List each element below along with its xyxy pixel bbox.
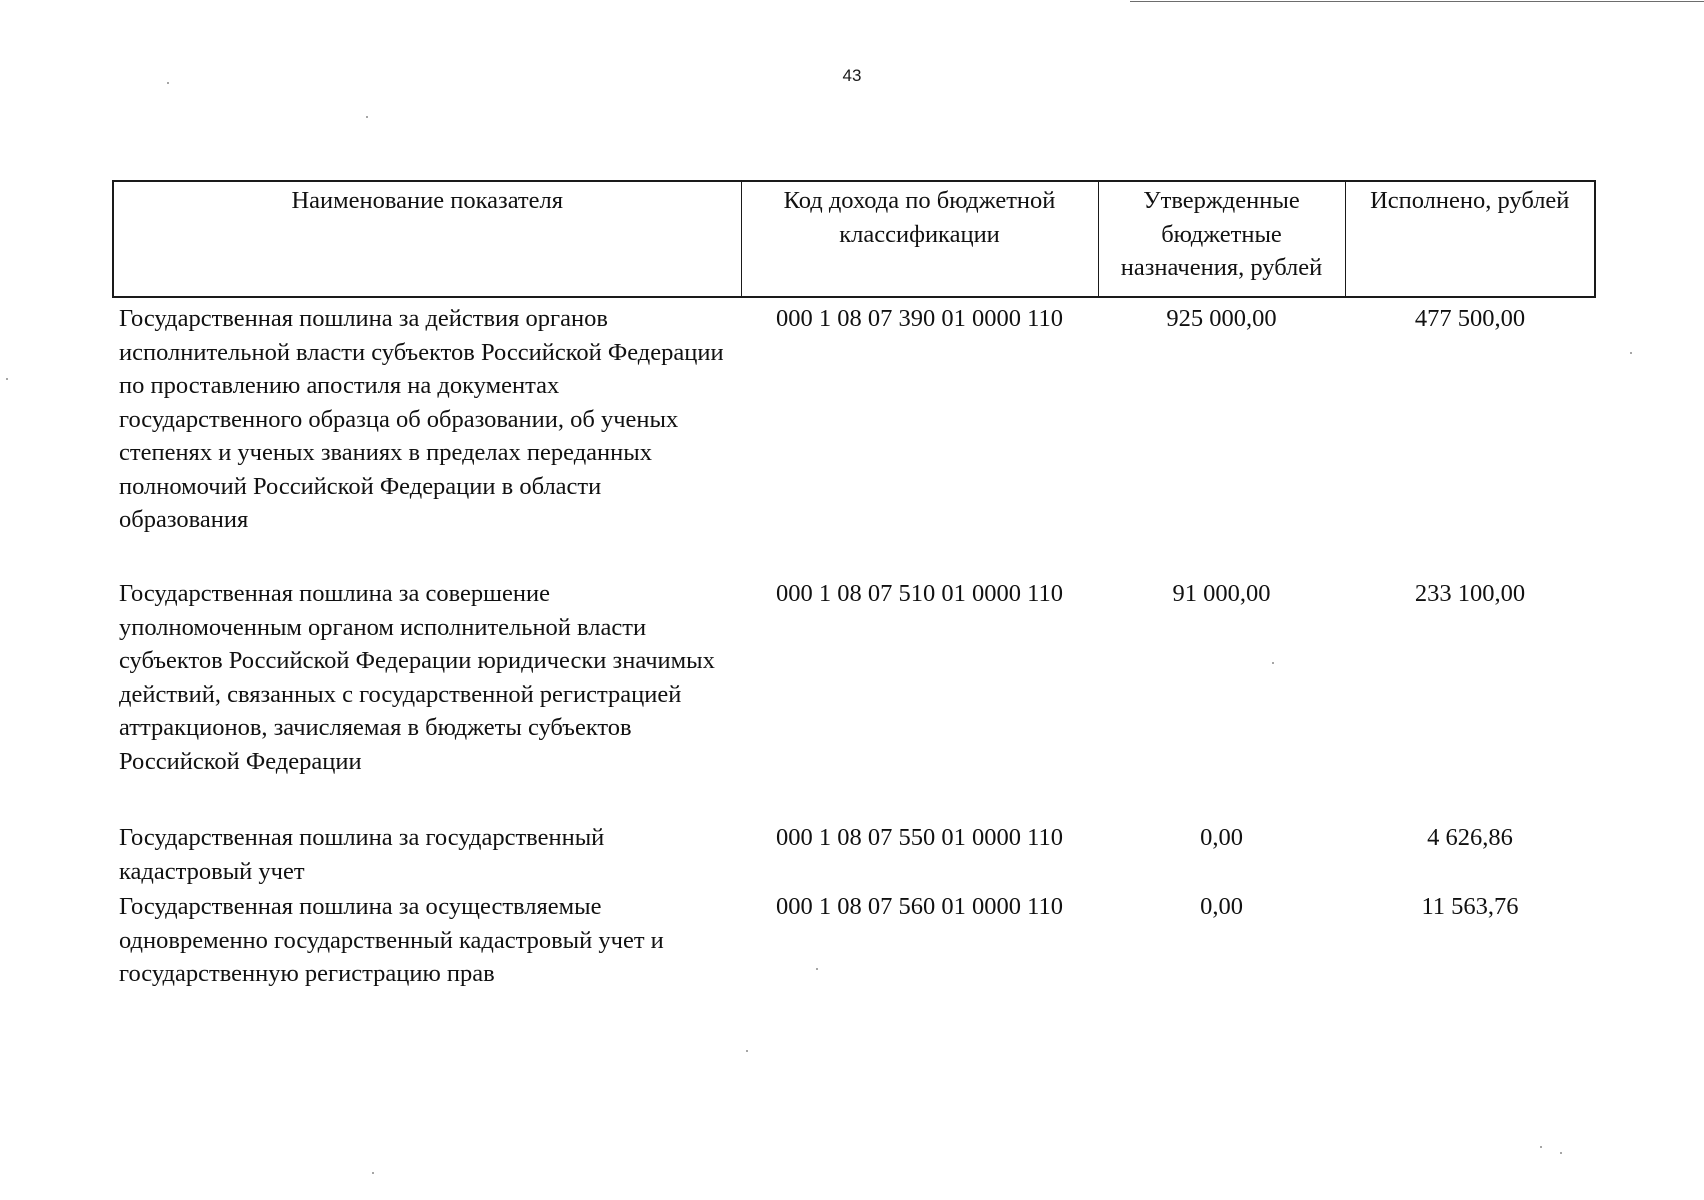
- row-income-code: 000 1 08 07 510 01 0000 110: [776, 580, 1063, 607]
- scan-speck: [1272, 662, 1274, 664]
- row-executed-amount: 477 500,00: [1414, 305, 1526, 332]
- scan-speck: [1540, 1146, 1542, 1148]
- row-approved-amount: 0,00: [1200, 824, 1243, 851]
- row-indicator-name: Государственная пошлина за действия органов исполнительной власти субъектов Российской Федерации по проставлению апостиля на документах государственного образца об образовании, об ученых степенях и ученых званиях в пределах переданных полномочий Российской Федерации в области образования: [119, 305, 724, 533]
- row-approved-amount: 91 000,00: [1172, 580, 1271, 607]
- scan-speck: [366, 116, 368, 118]
- row-indicator-name: Государственная пошлина за государственный кадастровый учет: [119, 824, 605, 885]
- row-executed-amount: 4 626,86: [1427, 824, 1513, 851]
- page-number: 43: [842, 66, 862, 85]
- row-executed-amount: 233 100,00: [1414, 580, 1526, 607]
- row-income-code: 000 1 08 07 550 01 0000 110: [776, 824, 1063, 851]
- table-row: [113, 821, 1595, 890]
- row-executed-amount: 11 563,76: [1421, 893, 1519, 920]
- header-income-code: Код дохода по бюджетной классификации: [741, 181, 1098, 297]
- scan-speck: [167, 82, 169, 84]
- header-approved-amount: Утвержденные бюджетные назначения, рублей: [1098, 181, 1345, 297]
- table-header: [113, 181, 1595, 297]
- scan-edge-line: [1130, 1, 1704, 2]
- table-body: [113, 297, 1595, 991]
- header-indicator-name: Наименование показателя: [113, 181, 741, 297]
- scan-speck: [746, 1050, 748, 1052]
- table-row: [113, 577, 1595, 821]
- scan-speck: [6, 378, 8, 380]
- row-approved-amount: 0,00: [1200, 893, 1243, 920]
- scan-speck: [1560, 1152, 1562, 1154]
- scan-speck: [1630, 352, 1632, 354]
- table-header-row: [113, 181, 1595, 297]
- row-indicator-name: Государственная пошлина за осуществляемые одновременно государственный кадастровый учет и государственную регистрацию прав: [119, 893, 664, 987]
- row-income-code: 000 1 08 07 390 01 0000 110: [776, 305, 1063, 332]
- row-income-code: 000 1 08 07 560 01 0000 110: [776, 893, 1063, 920]
- row-indicator-name: Государственная пошлина за совершение уполномоченным органом исполнительной власти субъектов Российской Федерации юридически значимых действий, связанных с государственной регистрацией аттракционов, зачисляемая в бюджеты субъектов Российской Федерации: [119, 580, 715, 775]
- header-executed-amount: Исполнено, рублей: [1345, 181, 1595, 297]
- table-row: [113, 297, 1595, 577]
- scan-speck: [816, 968, 818, 970]
- table-row: [113, 890, 1595, 991]
- budget-income-table: [112, 180, 1596, 991]
- scan-speck: [372, 1172, 374, 1174]
- row-approved-amount: 925 000,00: [1166, 305, 1277, 332]
